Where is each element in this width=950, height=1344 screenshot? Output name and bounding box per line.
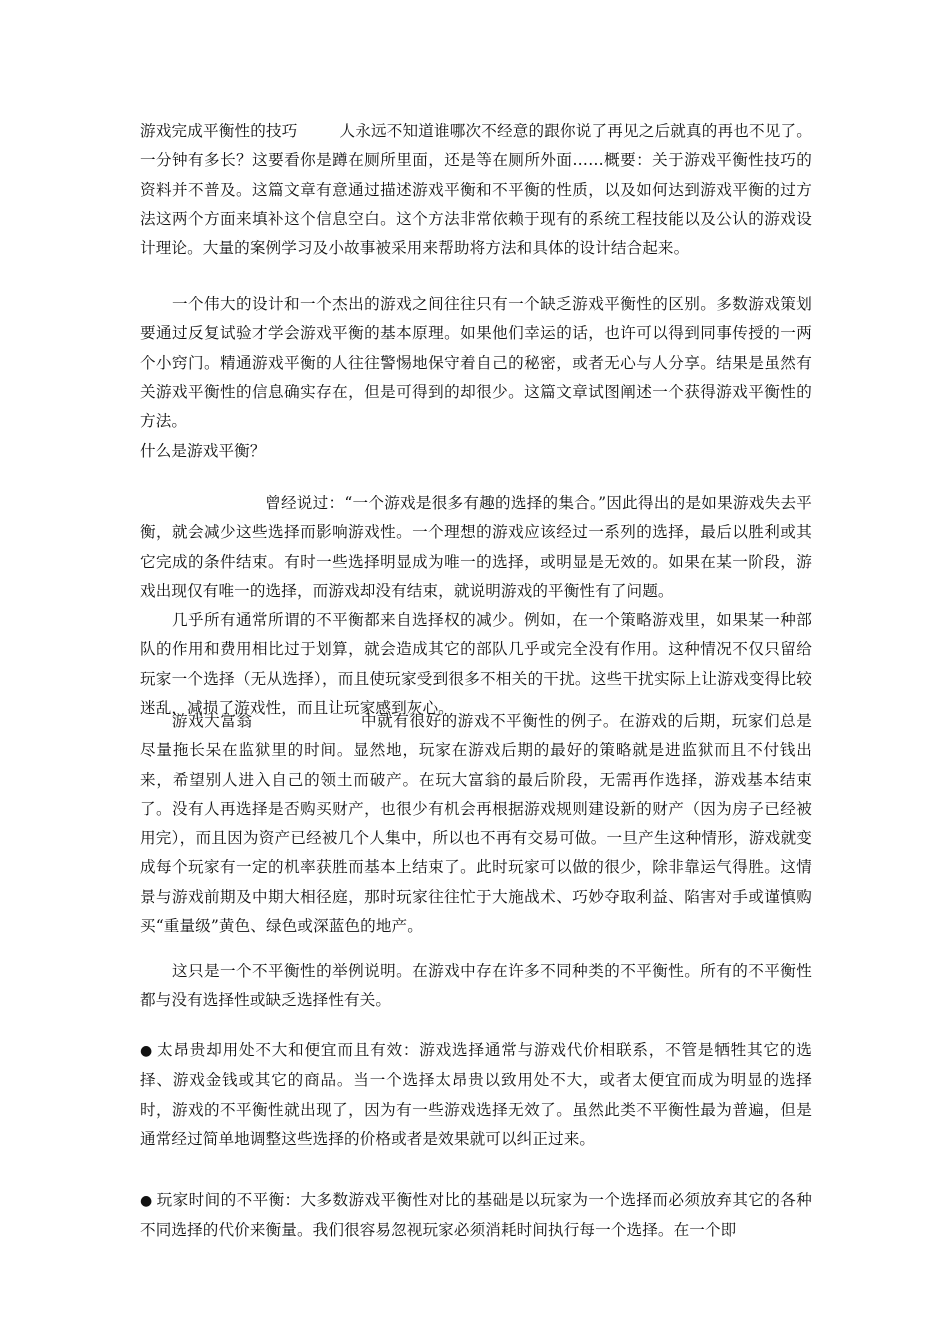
- bullet-icon: ●: [140, 1193, 153, 1209]
- paragraph-intro: [140, 117, 812, 263]
- paragraph-4-text: 几乎所有通常所谓的不平衡都来自选择权的减少。例如，在一个策略游戏里，如果某一种部队的作用和费用相比过于划算，就会造成其它的部队几乎或完全没有作用。这种情况不仅只留给玩家一个选择（无从选择），而且使玩家受到很多不相关的干扰。这些干扰实际上让游戏变得比较迷乱，减损了游戏性，而且让玩家感到灰心。: [140, 611, 812, 717]
- bullet-icon: ●: [140, 1043, 154, 1059]
- section-heading: [140, 437, 812, 466]
- paragraph-5-lead: 游戏大富翁: [172, 712, 253, 730]
- bullet-item-2-text: 玩家时间的不平衡：大多数游戏平衡性对比的基础是以玩家为一个选择而必须放弃其它的各种不同选择的代价来衡量。我们很容易忽视玩家必须消耗时间执行每一个选择。在一个即: [140, 1191, 812, 1240]
- bullet-item-1-text: 太昂贵却用处不大和便宜而且有效：游戏选择通常与游戏代价相联系，不管是牺牲其它的选择、游戏金钱或其它的商品。当一个选择太昂贵以致用处不大，或者太便宜而成为明显的选择时，游戏的不平衡性就出现了，因为有一些游戏选择无效了。虽然此类不平衡性最为普遍，但是通常经过简单地调整这些选择的价格或者是效果就可以纠正过来。: [140, 1041, 812, 1148]
- paragraph-6-text: 这只是一个不平衡性的举例说明。在游戏中存在许多不同种类的不平衡性。所有的不平衡性都与没有选择性或缺乏选择性有关。: [140, 962, 812, 1010]
- document-title: 游戏完成平衡性的技巧: [140, 122, 298, 140]
- paragraph-3: [140, 489, 812, 606]
- paragraph-6: [140, 957, 812, 1016]
- paragraph-5-text-b: 做。一旦产生这种情形，游戏就变成每个玩家有一定的机率获胜而基本上结束了。此时玩家可以做的很少，除非靠运气得胜。这情景与游戏前期及中期大相径庭，那时玩家往往忙于大施战术、巧妙夺取利益、陷害对手或谨慎购买“重量级”黄色、绿色或深蓝色的地产。: [140, 829, 812, 936]
- section-heading-text: 什么是游戏平衡？: [140, 442, 266, 460]
- bullet-item-1: [140, 1036, 812, 1154]
- paragraph-2-text: 一个伟大的设计和一个杰出的游戏之间往往只有一个缺乏游戏平衡性的区别。多数游戏策划要通过反复试验才学会游戏平衡的基本原理。如果他们幸运的话，也许可以得到同事传授的一两个小窍门。精通游戏平衡的人往往警惕地保守着自己的秘密，或者无心与人分享。结果是虽然有关游戏平衡性的信息确实存在，但是可得到的却很少。这篇文章试图阐述一个获得游戏平衡性的方法。: [140, 295, 812, 431]
- paragraph-5: [140, 707, 812, 941]
- paragraph-3-text: 曾经说过：“一个游戏是很多有趣的选择的集合。”因此得出的是如果游戏失去平衡，就会减少这些选择而影响游戏性。一个理想的游戏应该经过一系列的选择，最后以胜利或其它完成的条件结束。有时一些选择明显成为唯一的选择，或明显是无效的。如果在某一阶段，游戏出现仅有唯一的选择，而游戏却没有结束，就说明游戏的平衡性有了问题。: [140, 494, 812, 600]
- paragraph-2: [140, 290, 812, 436]
- paragraph-5-text-a: 中就有很好的游戏不平衡性的例子。在游戏的后期，玩家们总是尽量拖长呆在监狱里的时间。显然地，玩家在游戏后期的最好的策略就是进监狱而且不付钱出来，希望别人进入自己的领土而破产。在玩大富翁的最后阶段，无需再作选择，游戏基本结束了。没有人再选择是否购买财产，也很少有机会再根据游戏规则建设新的财产（因为房子已经被用完），而且因为资产已经被几个人集中，所以也不再有交易可: [140, 712, 812, 848]
- intro-text: 人永远不知道谁哪次不经意的跟你说了再见之后就真的再也不见了。一分钟有多长？这要看你是蹲在厕所里面，还是等在厕所外面……概要：关于游戏平衡性技巧的资料并不普及。这篇文章有意通过描述游戏平衡和不平衡的性质，以及如何达到游戏平衡的过方法这两个方面来填补这个信息空白。这个方法非常依赖于现有的系统工程技能以及公认的游戏设计理论。大量的案例学习及小故事被采用来帮助将方法和具体的设计结合起来。: [140, 122, 812, 258]
- paragraph-4: [140, 606, 812, 723]
- bullet-item-2: [140, 1186, 812, 1246]
